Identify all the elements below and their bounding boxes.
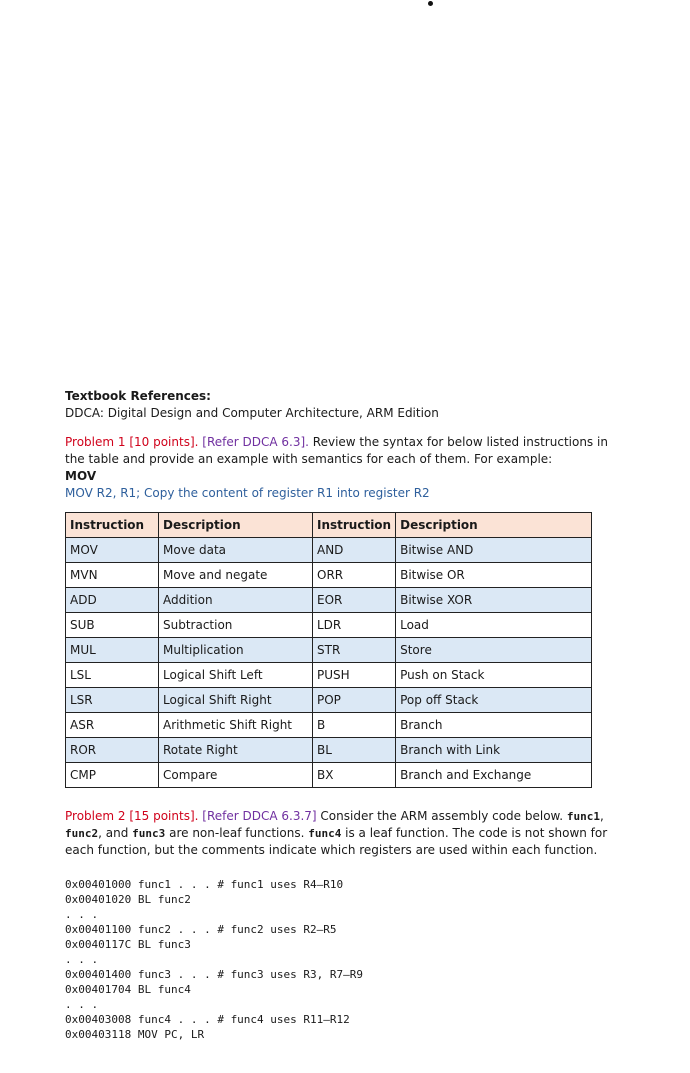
- code-line: . . .: [65, 908, 99, 921]
- header-description-1: Description: [159, 513, 313, 538]
- table-cell: LDR: [313, 613, 396, 638]
- problem2-text: , and: [98, 826, 133, 840]
- instruction-table: [65, 512, 592, 788]
- table-cell: POP: [313, 688, 396, 713]
- table-cell: Move and negate: [159, 563, 313, 588]
- table-cell: Bitwise XOR: [396, 588, 592, 613]
- header-description-2: Description: [396, 513, 592, 538]
- problem2-text: Consider the ARM assembly code below.: [316, 809, 567, 823]
- table-cell: ORR: [313, 563, 396, 588]
- table-cell: Pop off Stack: [396, 688, 592, 713]
- table-cell: LSR: [66, 688, 159, 713]
- table-cell: BL: [313, 738, 396, 763]
- problem1-label: Problem 1 [10 points].: [65, 435, 199, 449]
- problem1-reference: [Refer DDCA 6.3].: [202, 435, 309, 449]
- example-instruction: MOV R2, R1; Copy the content of register R1 into register R2: [65, 486, 430, 500]
- table-cell: Load: [396, 613, 592, 638]
- table-cell: CMP: [66, 763, 159, 788]
- table-cell: Bitwise AND: [396, 538, 592, 563]
- table-cell: LSL: [66, 663, 159, 688]
- code-line: 0x00403008 func4 . . . # func4 uses R11–R12: [65, 1013, 350, 1026]
- table-row: [66, 763, 592, 788]
- table-cell: Branch with Link: [396, 738, 592, 763]
- assembly-code: [65, 877, 630, 1042]
- func3-name: func3: [132, 827, 166, 840]
- problem2-text: are non-leaf functions.: [165, 826, 309, 840]
- table-cell: SUB: [66, 613, 159, 638]
- code-line: 0x00403118 MOV PC, LR: [65, 1028, 205, 1041]
- references-heading: Textbook References:: [65, 389, 211, 403]
- problem2-statement: [65, 808, 630, 859]
- table-cell: ADD: [66, 588, 159, 613]
- table-row: [66, 613, 592, 638]
- code-line: . . .: [65, 953, 99, 966]
- document-body: [65, 388, 630, 1042]
- table-cell: Branch and Exchange: [396, 763, 592, 788]
- code-line: 0x00401100 func2 . . . # func2 uses R2–R5: [65, 923, 337, 936]
- table-cell: Addition: [159, 588, 313, 613]
- table-cell: ROR: [66, 738, 159, 763]
- example-opcode: MOV: [65, 469, 97, 483]
- table-row: [66, 688, 592, 713]
- table-row: [66, 738, 592, 763]
- separator: ,: [600, 809, 604, 823]
- table-row: [66, 638, 592, 663]
- code-line: 0x00401704 BL func4: [65, 983, 191, 996]
- table-cell: Branch: [396, 713, 592, 738]
- header-instruction-2: Instruction: [313, 513, 396, 538]
- table-cell: MOV: [66, 538, 159, 563]
- table-cell: AND: [313, 538, 396, 563]
- code-line: 0x00401000 func1 . . . # func1 uses R4–R10: [65, 878, 344, 891]
- table-cell: MVN: [66, 563, 159, 588]
- code-line: 0x00401020 BL func2: [65, 893, 191, 906]
- code-line: . . .: [65, 998, 99, 1011]
- table-cell: Move data: [159, 538, 313, 563]
- header-instruction-1: Instruction: [66, 513, 159, 538]
- problem2-label: Problem 2 [15 points].: [65, 809, 199, 823]
- table-cell: Rotate Right: [159, 738, 313, 763]
- table-cell: Push on Stack: [396, 663, 592, 688]
- problem1-statement: [65, 434, 630, 468]
- table-cell: MUL: [66, 638, 159, 663]
- table-row: [66, 588, 592, 613]
- problem2-reference: [Refer DDCA 6.3.7]: [202, 809, 317, 823]
- table-cell: ASR: [66, 713, 159, 738]
- table-cell: Store: [396, 638, 592, 663]
- table-cell: BX: [313, 763, 396, 788]
- table-cell: Multiplication: [159, 638, 313, 663]
- table-cell: Logical Shift Right: [159, 688, 313, 713]
- table-cell: EOR: [313, 588, 396, 613]
- table-row: [66, 538, 592, 563]
- table-row: [66, 713, 592, 738]
- func2-name: func2: [65, 827, 99, 840]
- table-cell: B: [313, 713, 396, 738]
- table-cell: Logical Shift Left: [159, 663, 313, 688]
- table-row: [66, 663, 592, 688]
- problem1-text: Review the syntax for below listed instructions in the table and provide an example with semantics for each of them. For example:: [65, 435, 608, 466]
- func4-name: func4: [308, 827, 342, 840]
- stray-dot: [428, 1, 433, 6]
- code-line: 0x00401400 func3 . . . # func3 uses R3, R7–R9: [65, 968, 364, 981]
- table-cell: Subtraction: [159, 613, 313, 638]
- func1-name: func1: [566, 810, 600, 823]
- table-cell: Arithmetic Shift Right: [159, 713, 313, 738]
- table-cell: STR: [313, 638, 396, 663]
- code-line: 0x0040117C BL func3: [65, 938, 191, 951]
- references-book: DDCA: Digital Design and Computer Architecture, ARM Edition: [65, 406, 439, 420]
- problem2-text: is a leaf function. The code is not shown for each function, but the comments indicate which registers are used within each function.: [65, 826, 608, 857]
- table-row: [66, 563, 592, 588]
- table-cell: Bitwise OR: [396, 563, 592, 588]
- table-cell: PUSH: [313, 663, 396, 688]
- table-cell: Compare: [159, 763, 313, 788]
- instruction-table-body: [66, 538, 592, 788]
